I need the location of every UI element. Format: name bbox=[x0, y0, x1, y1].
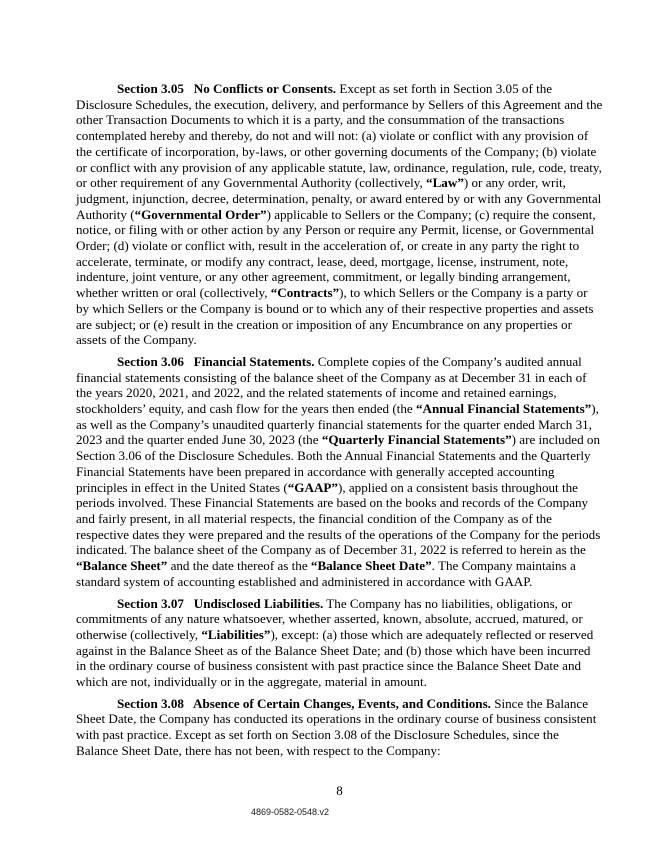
text-run: The Company has no liabilities, obligations, or commitments of any nature whatsoever, whether asserted, known, absolute, accrued, matured, or otherwise (collectively, bbox=[76, 595, 586, 642]
document-id-stamp: 4869-0582-0548.v2 bbox=[251, 807, 330, 817]
text-run: Since the Balance Sheet Date, the Company has conducted its operations in the ordinary course of business consistent with past practice. Except as set forth on Section 3.08 of the Disclosure Schedules, since the Balance Sheet Date, there has not been, with respect to the Company: bbox=[76, 695, 600, 758]
text-run: Complete copies of the Company’s audited annual financial statements consisting of the balance sheet of the Company as at December 31 in each of the years 2020, 2021, and 2022, and the related statements of income and retained earnings, stockholders’ equity, and cash flow for the years then ended (the bbox=[76, 353, 590, 417]
defined-term: “Liabilities” bbox=[201, 626, 271, 642]
defined-term: “Contracts” bbox=[270, 285, 340, 301]
defined-term: “Balance Sheet” bbox=[76, 558, 168, 574]
paragraph-section-3-07 bbox=[76, 596, 603, 690]
text-run: ), except: (a) those which are adequately reflected or reserved against in the Balance Sheet as of the Balance Sheet Date; and (b) those which have been incurred in the ordinary course of business consistent with past practice since the Balance Sheet Date and which are not, individually or in the aggregate, material in amount. bbox=[76, 626, 597, 690]
page-number: 8 bbox=[336, 783, 343, 798]
section-heading: Section 3.07 Undisclosed Liabilities. bbox=[117, 595, 324, 611]
text-run: ) are included on Section 3.06 of the Disclosure Schedules. Both the Annual Financial Statements and the Quarterly Financial Statements have been prepared in accordance with generally accepted accounting principles in effect in the United States ( bbox=[76, 432, 604, 495]
defined-term: “Law” bbox=[426, 175, 464, 191]
defined-term: “Annual Financial Statements” bbox=[415, 401, 592, 417]
defined-term: “Governmental Order” bbox=[134, 206, 267, 222]
defined-term: “Quarterly Financial Statements” bbox=[321, 432, 512, 448]
defined-term: “GAAP” bbox=[287, 479, 338, 495]
defined-term: “Balance Sheet Date” bbox=[310, 558, 432, 574]
text-run: . The Company maintains a standard system of accounting established and administered in accordance with GAAP. bbox=[76, 558, 580, 589]
section-heading: Section 3.06 Financial Statements. bbox=[117, 353, 315, 369]
text-run: Except as set forth in Section 3.05 of the Disclosure Schedules, the execution, delivery, and performance by Sellers of this Agreement and the other Transaction Documents to which it is a party, and the consummation of the transactions contemplated hereby and thereby, do not and will not: (a) violate or conflict with any provision of the certificate of incorporation, by-laws, or other governing documents of the Company; (b) violate or conflict with any provision of any applicable statute, law, ordinance, regulation, rule, code, treaty, or other requirement of any Governmental Authority (collectively, bbox=[76, 81, 606, 191]
section-heading: Section 3.05 No Conflicts or Consents. bbox=[117, 81, 337, 96]
text-run: ) or any order, writ, judgment, injunction, decree, determination, penalty, or award entered by or with any Governmental Authority ( bbox=[76, 175, 604, 222]
text-run: ) applicable to Sellers or the Company; (c) require the consent, notice, or filing with or other action by any Person or require any Permit, license, or Governmental Order; (d) violate or conflict with, result in the acceleration of, or create in any party the right to accelerate, terminate, or modify any contract, lease, deed, mortgage, license, instrument, note, indenture, joint venture, or any other agreement, commitment, or legally binding arrangement, whether written or oral (collectively, bbox=[76, 206, 599, 301]
text-run: ), applied on a consistent basis throughout the periods involved. These Financial Statements are based on the books and records of the Company and fairly present, in all material respects, the financial condition of the Company as of the respective dates they were prepared and the results of the operations of the Company for the periods indicated. The balance sheet of the Company as of December 31, 2022 is referred to herein as the bbox=[76, 479, 604, 558]
paragraph-section-3-08 bbox=[76, 696, 603, 759]
text-run: and the date thereof as the bbox=[167, 558, 311, 574]
text-run: ), as well as the Company’s unaudited quarterly financial statements for the quarter ended March 31, 2023 and the quarter ended June 30, 2023 (the bbox=[76, 401, 603, 448]
paragraph-section-3-06 bbox=[76, 354, 603, 590]
text-run: ), to which Sellers or the Company is a party or by which Sellers or the Company is bound or to which any of their respective properties and assets are subject; or (e) result in the creation or imposition of any Encumbrance on any properties or assets of the Company. bbox=[76, 285, 597, 348]
section-heading: Section 3.08 Absence of Certain Changes, Events, and Conditions. bbox=[117, 695, 491, 711]
document-body bbox=[76, 81, 606, 765]
paragraph-section-3-05 bbox=[76, 81, 606, 348]
